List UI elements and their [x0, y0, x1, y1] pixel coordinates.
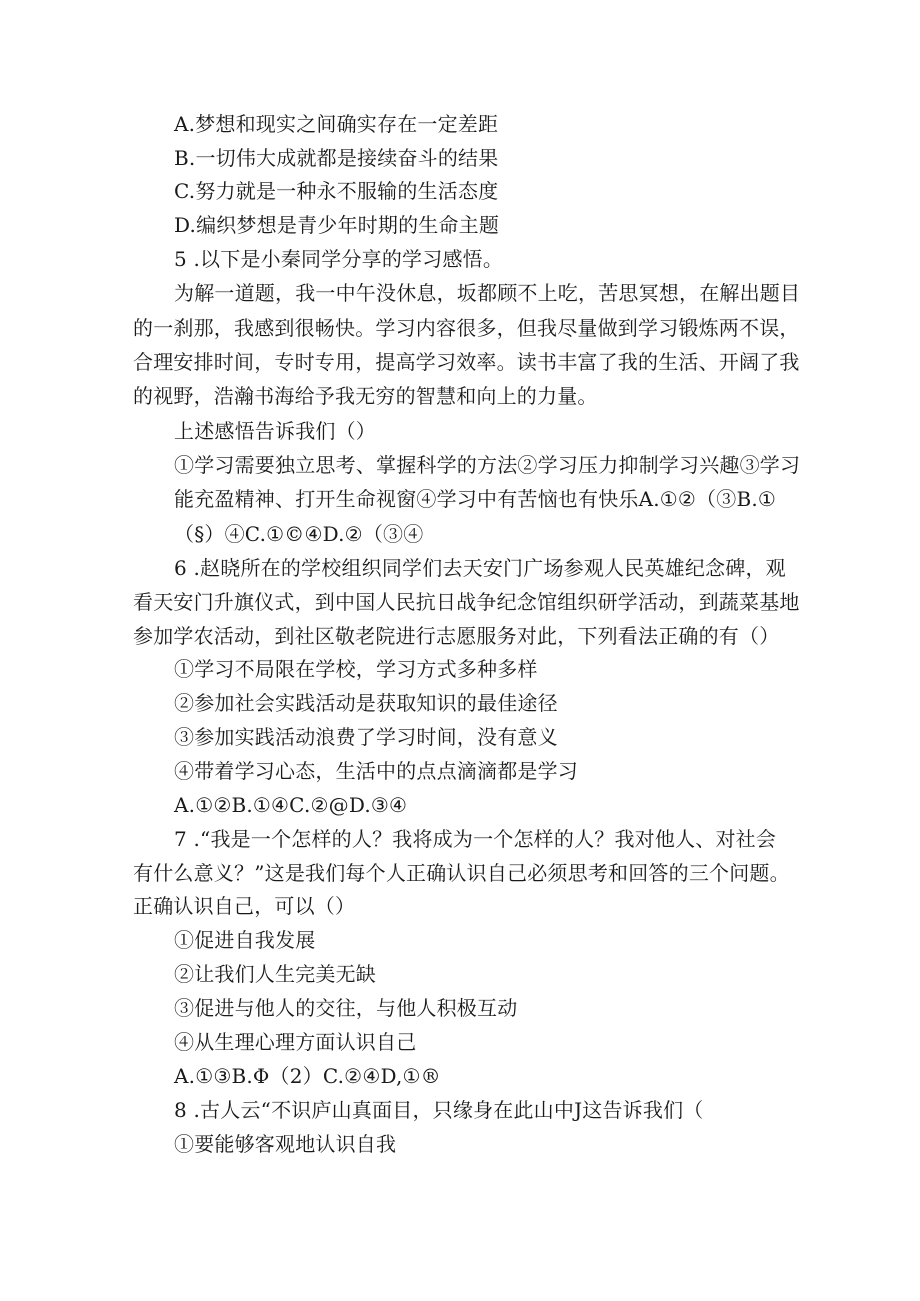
question-7-options: A.①③B.Φ（2）C.②④D,①®	[174, 1064, 441, 1088]
question-7-statement: ①促进自我发展	[174, 928, 316, 952]
question-7-statement: ②让我们人生完美无缺	[174, 962, 376, 986]
question-7-stem-line: 正确认识自己，可以（）	[133, 894, 356, 918]
question-8-statement: ①要能够客观地认识自我	[174, 1132, 397, 1156]
question-5-passage-line: 为解一道题，我一中午没休息，坂都顾不上吃，苦思冥想，在解出题目	[174, 281, 801, 305]
question-6-stem-line: 6 .赵晓所在的学校组织同学们去天安门广场参观人民英雄纪念碑，观	[174, 556, 786, 580]
question-6-statement: ④带着学习心态，生活中的点点滴滴都是学习	[174, 759, 578, 783]
question-6-statement: ③参加实践活动浪费了学习时间，没有意义	[174, 725, 558, 749]
question-5-stem: 5 .以下是小秦同学分享的学习感悟。	[174, 247, 504, 271]
option-c: C.努力就是一种永不服输的生活态度	[174, 179, 499, 203]
question-6-stem-line: 看天安门升旗仪式，到中国人民抗日战争纪念馆组织研学活动，到蔬菜基地	[133, 590, 800, 614]
option-b: B.一切伟大成就都是接续奋斗的结果	[174, 146, 499, 170]
question-7-statement: ③促进与他人的交往，与他人积极互动	[174, 996, 518, 1020]
question-6-statement: ②参加社会实践活动是获取知识的最佳途径	[174, 691, 558, 715]
option-d: D.编织梦想是青少年时期的生命主题	[174, 213, 500, 237]
option-a: A.梦想和现实之间确实存在一定差距	[174, 112, 499, 136]
question-5-choices-line: ①学习需要独立思考、掌握科学的方法②学习压力抑制学习兴趣③学习	[174, 453, 801, 477]
question-7-stem-line: 有什么意义？”这是我们每个人正确认识自己必须思考和回答的三个问题。	[133, 861, 790, 885]
question-5-choices-line: （§）④C.①©④D.②（③④	[174, 522, 424, 546]
question-5-prompt: 上述感悟告诉我们（）	[174, 419, 376, 443]
question-6-options: A.①②B.①④C.②@D.③④	[174, 793, 408, 817]
question-7-statement: ④从生理心理方面认识自己	[174, 1030, 417, 1054]
question-6-statement: ①学习不局限在学校，学习方式多种多样	[174, 657, 538, 681]
question-5-choices-line: 能充盈精神、打开生命视窗④学习中有苦恼也有快乐A.①②（③B.①	[174, 487, 777, 511]
question-7-stem-line: 7 .“我是一个怎样的人？我将成为一个怎样的人？我对他人、对社会	[174, 827, 777, 851]
question-5-passage-line: 的视野，浩瀚书海给予我无穷的智慧和向上的力量。	[133, 384, 598, 408]
question-5-passage-line: 的一刹那，我感到很畅快。学习内容很多，但我尽量做到学习锻炼两不误，	[133, 316, 800, 340]
question-5-passage-line: 合理安排时间，专时专用，提高学习效率。读书丰富了我的生活、开阔了我	[133, 350, 800, 374]
question-6-stem-line: 参加学农活动，到社区敬老院进行志愿服务对此，下列看法正确的有（）	[133, 624, 780, 648]
question-8-stem: 8 .古人云“不识庐山真面目，只缘身在此山中J这告诉我们（	[174, 1098, 704, 1122]
